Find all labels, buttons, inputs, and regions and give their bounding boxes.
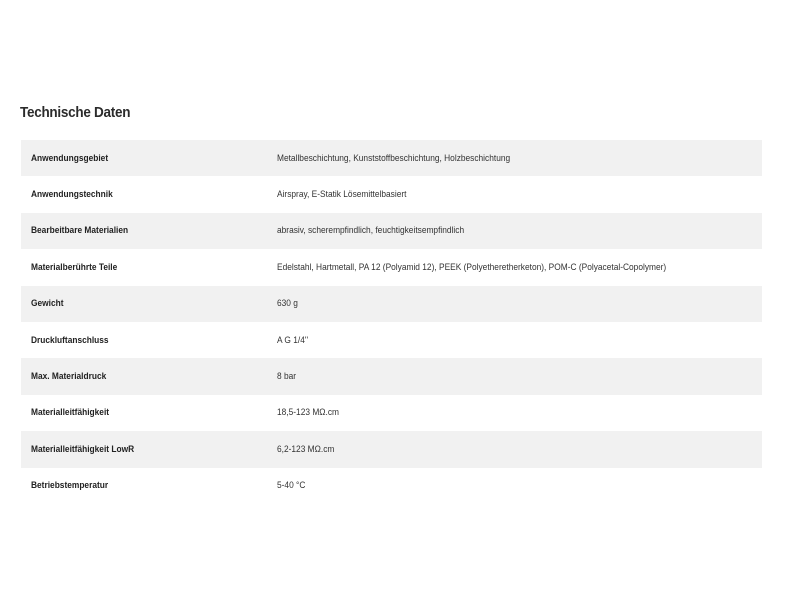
spec-value: 18,5-123 MΩ.cm <box>277 407 340 419</box>
section-title: Technische Daten <box>20 104 131 121</box>
spec-value-cell <box>277 249 762 285</box>
spec-value-cell <box>277 140 762 176</box>
spec-value: 6,2-123 MΩ.cm <box>277 443 335 455</box>
spec-row <box>21 249 762 285</box>
spec-row <box>21 286 762 322</box>
spec-row <box>21 395 762 431</box>
spec-label-cell <box>21 322 277 358</box>
spec-row <box>21 140 762 176</box>
spec-label: Materialleitfähigkeit <box>31 407 110 419</box>
spec-label: Anwendungsgebiet <box>31 152 109 164</box>
spec-value: 8 bar <box>277 371 297 383</box>
spec-label-cell <box>21 286 277 322</box>
spec-row <box>21 358 762 394</box>
spec-row <box>21 431 762 467</box>
spec-label: Betriebstemperatur <box>31 480 109 492</box>
spec-row <box>21 468 762 504</box>
spec-value: 5-40 °C <box>277 480 306 492</box>
spec-value: A G 1/4'' <box>277 334 309 346</box>
spec-label: Materialberührte Teile <box>31 261 118 273</box>
spec-label-cell <box>21 213 277 249</box>
spec-label-cell <box>21 468 277 504</box>
spec-value-cell <box>277 213 762 249</box>
spec-value-cell <box>277 468 762 504</box>
spec-value: 630 g <box>277 298 298 310</box>
spec-label: Bearbeitbare Materialien <box>31 225 129 237</box>
spec-label-cell <box>21 249 277 285</box>
spec-label-cell <box>21 140 277 176</box>
spec-label-cell <box>21 431 277 467</box>
spec-label: Gewicht <box>31 298 64 310</box>
spec-value: Edelstahl, Hartmetall, PA 12 (Polyamid 12), PEEK (Polyetheretherketon), POM-C (Polyacetal-Copolymer) <box>277 261 667 273</box>
spec-value-cell <box>277 176 762 212</box>
spec-row <box>21 322 762 358</box>
spec-value-cell <box>277 286 762 322</box>
spec-label-cell <box>21 176 277 212</box>
spec-value-cell <box>277 395 762 431</box>
spec-value: Metallbeschichtung, Kunststoffbeschichtung, Holzbeschichtung <box>277 152 511 164</box>
spec-value-cell <box>277 358 762 394</box>
spec-row <box>21 176 762 212</box>
spec-value-cell <box>277 431 762 467</box>
spec-label: Druckluftanschluss <box>31 334 109 346</box>
spec-label-cell <box>21 358 277 394</box>
spec-label-cell <box>21 395 277 431</box>
tech-specs-table <box>21 140 762 504</box>
spec-label: Materialleitfähigkeit LowR <box>31 443 135 455</box>
spec-value-cell <box>277 322 762 358</box>
spec-value: Airspray, E-Statik Lösemittelbasiert <box>277 189 407 201</box>
spec-label: Anwendungstechnik <box>31 189 113 201</box>
spec-label: Max. Materialdruck <box>31 371 107 383</box>
spec-value: abrasiv, scherempfindlich, feuchtigkeitsempfindlich <box>277 225 465 237</box>
spec-row <box>21 213 762 249</box>
